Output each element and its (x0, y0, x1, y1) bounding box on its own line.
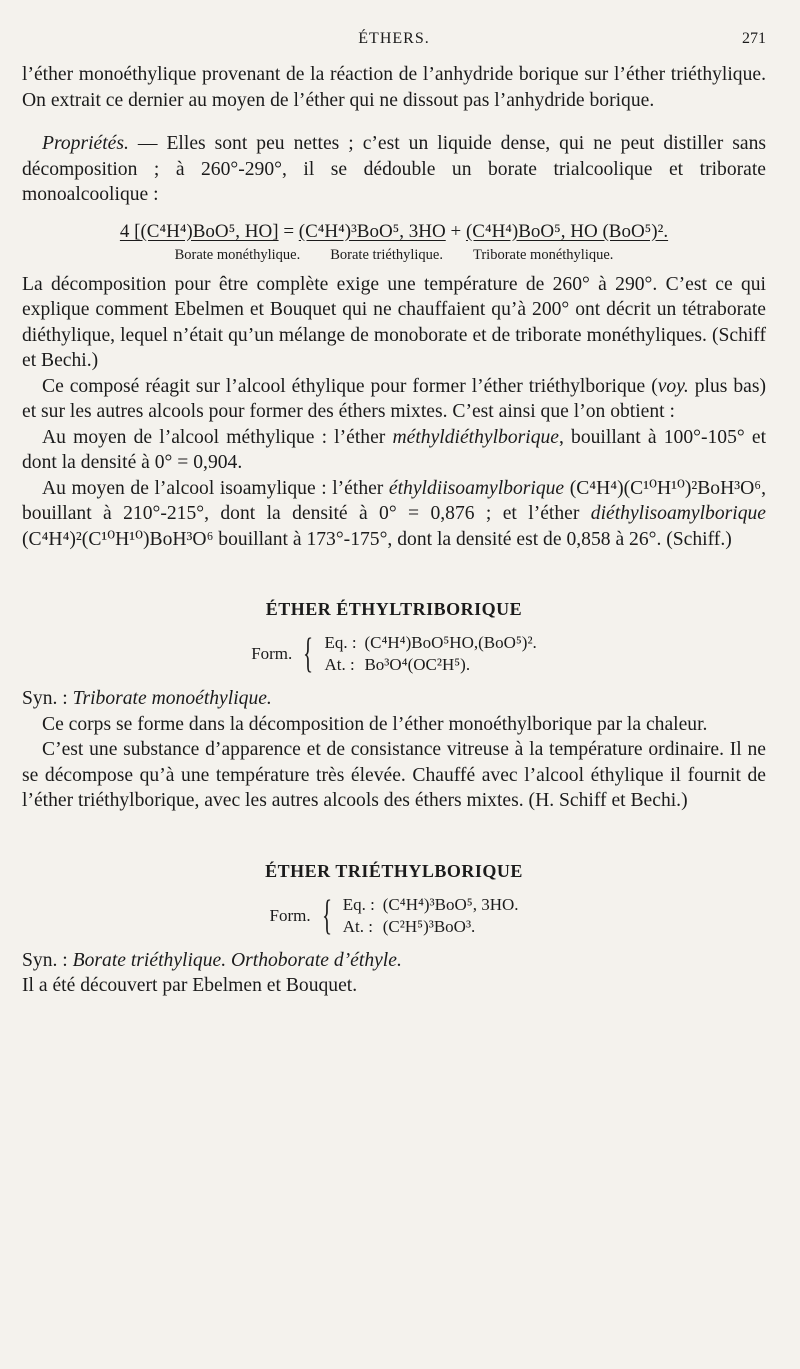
reaction-voy: voy. (657, 375, 689, 397)
isoamyl-ether-name-2: diéthylisoamylborique (590, 503, 766, 524)
equation-label-2: Borate triéthylique. (330, 246, 443, 263)
equation-equals: = (278, 220, 299, 242)
paragraph-properties (22, 131, 766, 208)
equation-term-1: (C⁴H⁴)³BoO⁵, 3HO (298, 220, 446, 242)
methyl-ether-name: méthyldiéthylborique (392, 426, 559, 448)
properties-heading: Propriétés. (42, 133, 129, 154)
brace-icon: { (303, 631, 314, 677)
running-title: ÉTHERS. (358, 30, 430, 47)
paragraph-ethyltriborique-2: C’est une substance d’apparence et de consistance vitreuse à la température ordinaire. Il ne se décompose qu’à une température très élevée. Chauffé avec l’alcool éthylique il fournit de l’éther triéthylborique, avec les autres alcools des éthers mixtes. (H. Schiff et Bechi.) (22, 739, 766, 811)
formula-block-ethyltriborique (22, 632, 766, 676)
form-label: Form. (269, 905, 311, 925)
equation-plus: + (445, 220, 466, 242)
paragraph-decomposition: La décomposition pour être complète exige une température de 260° à 290°. C’est ce qui explique comment Ebelmen et Bouquet qui ne chauffaient qu’à 200° ont décrit un tétraborate diéthylique, lequel n’était qu’un mélange de monoborate et de triborate monéthyliques. (Schiff et Bechi.) (22, 273, 766, 371)
page-number: 271 (742, 30, 766, 47)
equation-label-1: Borate monéthylique. (174, 246, 301, 263)
synonym-triethylborique: Syn. : Borate triéthylique. Orthoborate d’éthyle. (22, 949, 402, 971)
paragraph-ethyltriborique-1: Ce corps se forme dans la décomposition de l’éther monoéthylborique par la chaleur. (42, 713, 708, 735)
book-page (22, 0, 766, 1369)
formula-eq-line: Eq. : (C⁴H⁴)BoO⁵HO,(BoO⁵)². (324, 633, 537, 652)
paragraph-continuation: l’éther monoéthylique provenant de la réaction de l’anhydride borique sur l’éther triéthylique. On extrait ce dernier au moyen de l’éther qui ne dissout pas l’anhydride borique. (22, 64, 766, 111)
paragraph-triethylborique-1: Il a été découvert par Ebelmen et Bouquet. (22, 975, 358, 996)
running-head (22, 30, 766, 54)
formula-at-line: At. : (C²H⁵)³BoO³. (342, 916, 476, 936)
isoamyl-text-a: Au moyen de l’alcool isoamylique : l’éther (42, 477, 389, 499)
brace-icon: { (321, 892, 332, 939)
methyl-text-b: , bouillant à 100°-105° et dont la densité à 0° = 0,904. (22, 426, 767, 473)
paragraph-reaction (22, 374, 766, 425)
properties-text: — Elles sont peu nettes ; c’est un liquide dense, qui ne peut distiller sans décomposition ; à 260°-290°, il se dédouble un borate trialcoolique et triborate monoalcoolique : (22, 133, 766, 205)
paragraph-isoamyl (22, 476, 766, 553)
section-title-ethyltriborique: ÉTHER ÉTHYLTRIBORIQUE (265, 599, 523, 619)
reaction-text-a: Ce composé réagit sur l’alcool éthylique pour former l’éther triéthylborique ( (42, 375, 658, 397)
section-title-triethylborique: ÉTHER TRIÉTHYLBORIQUE (265, 860, 523, 881)
equation-label-3: Triborate monéthylique. (472, 246, 614, 263)
formula-at-line: At. : Bo³O⁴(OC²H⁵). (324, 655, 471, 674)
paragraph-methyl (22, 425, 766, 476)
isoamyl-ether-name-1: éthyldiisoamylborique (388, 477, 565, 499)
synonym-ethyltriborique: Syn. : Triborate monoéthylique. (22, 688, 272, 709)
isoamyl-text-c: (C⁴H⁴)²(C¹⁰H¹⁰)BoH³O⁶ bouillant à 173°-175°, dont la densité est de 0,858 à 26°. (Schiff.) (22, 528, 732, 550)
equation-lhs: 4 [(C⁴H⁴)BoO⁵, HO] (119, 220, 279, 242)
decomposition-equation (22, 218, 766, 245)
methyl-text-a: Au moyen de l’alcool méthylique : l’éther (42, 426, 393, 448)
reaction-text-b: plus bas) et sur les autres alcools pour former des éthers mixtes. C’est ainsi que l’on obtient : (22, 375, 766, 422)
body-text (22, 62, 766, 999)
isoamyl-text-b: (C⁴H⁴)(C¹⁰H¹⁰)²BoH³O⁶, bouillant à 210°-215°, dont la densité à 0° = 0,876 ; et l’éther (22, 477, 767, 524)
equation-term-2: (C⁴H⁴)BoO⁵, HO (BoO⁵)². (465, 220, 669, 242)
formula-eq-line: Eq. : (C⁴H⁴)³BoO⁵, 3HO. (342, 894, 519, 914)
equation-labels (22, 247, 766, 264)
formula-block-triethylborique (22, 894, 766, 938)
form-label: Form. (251, 644, 293, 663)
